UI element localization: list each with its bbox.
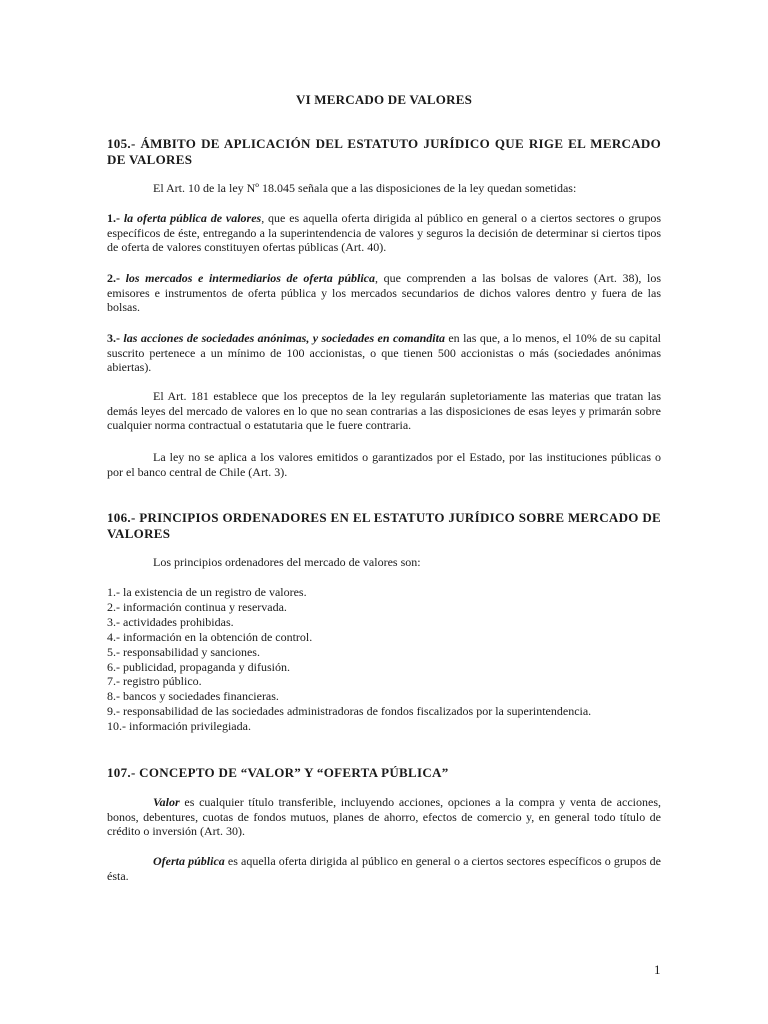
item-number: 1.- (107, 211, 120, 225)
section-107-valor (107, 795, 661, 839)
section-106-intro: Los principios ordenadores del mercado de valores son: (153, 555, 421, 569)
section-105-item-2 (107, 271, 661, 315)
list-item: 5.- responsabilidad y sanciones. (107, 644, 260, 659)
section-105-no-aplica: La ley no se aplica a los valores emitidos o garantizados por el Estado, por las instituciones públicas o por el banco central de Chile (Art. 3). (107, 450, 661, 479)
section-105-item-1 (107, 211, 661, 255)
section-107-oferta (107, 854, 661, 883)
term-text: es aquella oferta dirigida al público en general o a ciertos sectores específicos o grupos de ésta. (107, 854, 661, 883)
item-number: 3.- (107, 331, 120, 345)
term-lead: Oferta pública (153, 854, 225, 868)
page-number: 1 (654, 962, 661, 977)
chapter-title: VI MERCADO DE VALORES (296, 92, 472, 107)
section-105-heading: 105.- ÁMBITO DE APLICACIÓN DEL ESTATUTO JURÍDICO QUE RIGE EL MERCADO DE VALORES (107, 136, 661, 167)
term-lead: Valor (153, 795, 180, 809)
list-item: 1.- la existencia de un registro de valores. (107, 585, 307, 599)
list-item: 7.- registro público. (107, 674, 202, 689)
item-text: , que comprenden a las bolsas de valores (Art. 38), los emisores e instrumentos de oferta pública y los mercados secundarios de dichos valores dentro y fuera de las bolsas. (107, 271, 662, 314)
section-105-intro: El Art. 10 de la ley Nº 18.045 señala que a las disposiciones de la ley quedan sometidas: (153, 181, 577, 195)
list-item: 2.- información continua y reservada. (107, 599, 287, 614)
list-item: 8.- bancos y sociedades financieras. (107, 689, 279, 704)
list-item: 6.- publicidad, propaganda y difusión. (107, 659, 290, 674)
section-107-heading: 107.- CONCEPTO DE “VALOR” Y “OFERTA PÚBLICA” (107, 765, 449, 780)
list-item: 9.- responsabilidad de las sociedades administradoras de fondos fiscalizados por la superintendencia. (107, 704, 592, 719)
principles-list (107, 585, 667, 734)
item-lead: las acciones de sociedades anónimas, y sociedades en comandita (123, 331, 445, 345)
term-text: es cualquier título transferible, incluyendo acciones, opciones a la compra y venta de acciones, bonos, debentures, cuotas de fondos mutuos, planes de ahorro, efectos de comercio y, en general todo título de crédito o inversión (Art. 30). (107, 795, 661, 838)
list-item: 10.- información privilegiada. (107, 719, 251, 734)
item-text: en las que, a lo menos, el 10% de su capital suscrito pertenece a un mínimo de 100 accionistas, o que tienen 500 accionistas o más (sociedades anónimas abiertas). (107, 331, 662, 374)
item-text: , que es aquella oferta dirigida al público en general o a ciertos sectores o grupos específicos de éste, entregando a la superintendencia de valores y seguros la decisión de determinar si ciertos tipos de oferta de valores constituyen ofertas públicas (Art. 40). (107, 211, 662, 254)
list-item: 4.- información en la obtención de control. (107, 629, 313, 644)
item-lead: la oferta pública de valores (123, 211, 262, 225)
item-lead: los mercados e intermediarios de oferta pública (125, 271, 376, 285)
section-105-item-3 (107, 331, 661, 375)
list-item: 3.- actividades prohibidas. (107, 614, 234, 629)
section-106-heading: 106.- PRINCIPIOS ORDENADORES EN EL ESTATUTO JURÍDICO SOBRE MERCADO DE VALORES (107, 510, 661, 541)
item-number: 2.- (107, 271, 120, 285)
section-105-art181: El Art. 181 establece que los preceptos de la ley regularán supletoriamente las materias que tratan las demás leyes del mercado de valores en lo que no sean contrarias a las disposiciones de esas leyes y primarán sobre cualquier norma contractual o estatutaria que le fuere contraria. (107, 389, 661, 432)
